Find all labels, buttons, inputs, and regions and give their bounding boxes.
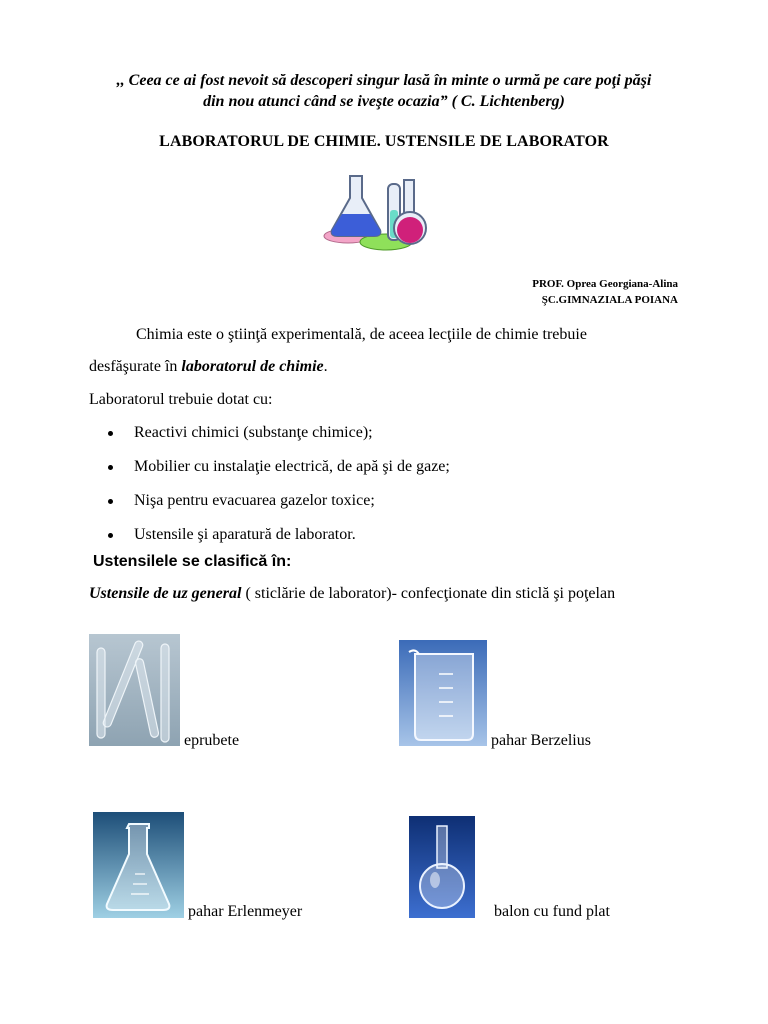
- page-title: LABORATORUL DE CHIMIE. USTENSILE DE LABORATOR: [159, 133, 609, 150]
- item-label-flask: balon cu fund plat: [494, 903, 610, 920]
- intro-line-2-prefix: desfăşurate în: [89, 358, 182, 375]
- item-label-beaker: pahar Berzelius: [491, 732, 591, 749]
- quote-line-2: din nou atunci când se iveşte ocazia” ( C. Lichtenberg): [203, 93, 565, 110]
- author-school: ŞC.GIMNAZIALA POIANA: [541, 294, 678, 306]
- lab-glassware-logo: [318, 170, 448, 256]
- classification-heading: Ustensilele se clasifică în:: [93, 553, 292, 570]
- equipment-list: [108, 423, 450, 559]
- list-item: Ustensile şi aparatură de laborator.: [108, 525, 450, 559]
- flat-bottom-flask-photo: [409, 816, 475, 918]
- beaker-photo: [399, 640, 487, 746]
- general-use-description: ( sticlărie de laborator)- confecţionate din sticlă şi poţelan: [241, 585, 616, 602]
- item-label-test-tubes: eprubete: [184, 732, 240, 749]
- intro-emphasis: laboratorul de chimie: [181, 358, 324, 375]
- author-block: [532, 276, 678, 308]
- erlenmeyer-flask-photo: [93, 812, 184, 918]
- intro-line-3: Laboratorul trebuie dotat cu:: [89, 391, 273, 408]
- list-item: Reactivi chimici (substanţe chimice);: [108, 423, 450, 457]
- quote-line-1: ,, Ceea ce ai fost nevoit să descoperi singur lasă în minte o urmă pe care poţi păşi: [116, 72, 652, 89]
- list-item: Nişa pentru evacuarea gazelor toxice;: [108, 491, 450, 525]
- intro-line-2: [89, 357, 328, 377]
- general-use-label: Ustensile de uz general: [89, 585, 242, 602]
- opening-quote: [60, 70, 708, 112]
- test-tubes-photo: [89, 634, 180, 746]
- list-item: Mobilier cu instalaţie electrică, de apă şi de gaze;: [108, 457, 450, 491]
- author-name: PROF. Oprea Georgiana-Alina: [532, 278, 678, 290]
- item-label-erlenmeyer: pahar Erlenmeyer: [188, 903, 303, 920]
- intro-line-1: Chimia este o ştiinţă experimentală, de aceea lecţiile de chimie trebuie: [136, 326, 587, 343]
- general-use-line: [89, 585, 615, 603]
- intro-line-2-suffix: .: [323, 358, 328, 375]
